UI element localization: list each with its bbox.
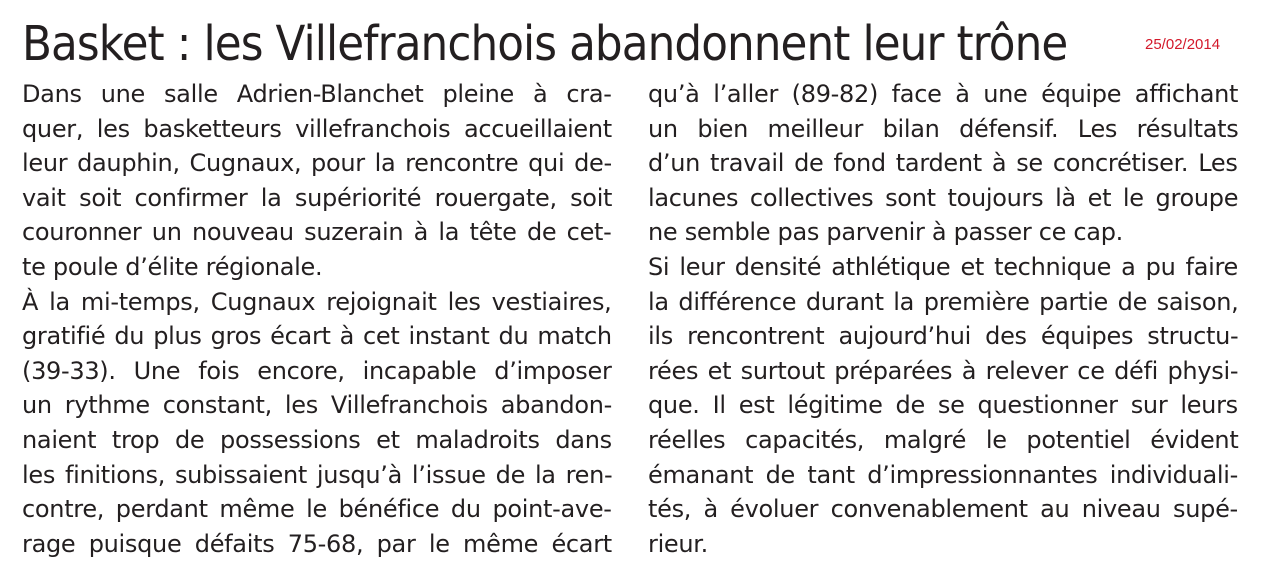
text-line: leur dauphin, Cugnaux, pour la rencontre qui de- xyxy=(22,149,612,178)
text-line: la différence durant la première partie de saison, xyxy=(648,287,1239,316)
text-line: un rythme constant, les Villefranchois abandon- xyxy=(22,391,613,420)
text-line: vait soit confirmer la supériorité rouergate, soit xyxy=(22,183,613,212)
text-line: rage puisque défaits 75-68, par le même écart xyxy=(22,529,612,558)
text-line: rieur. xyxy=(648,529,709,558)
text-line: te poule d’élite régionale. xyxy=(22,252,323,281)
text-line: d’un travail de fond tardent à se concrétiser. Les xyxy=(648,149,1238,178)
article-date: 25/02/2014 xyxy=(1145,36,1221,53)
text-line: contre, perdant même le bénéfice du point-ave- xyxy=(22,495,612,524)
text-line: Dans une salle Adrien-Blanchet pleine à cra- xyxy=(22,80,612,108)
text-line: couronner un nouveau suzerain à la tête de cet- xyxy=(22,218,612,247)
text-line: (39-33). Une fois encore, incapable d’imposer xyxy=(22,356,612,385)
text-line: qu’à l’aller (89-82) face à une équipe affichant xyxy=(648,80,1239,108)
text-line: que. Il est légitime de se questionner sur leurs xyxy=(648,391,1238,420)
article-headline: Basket : les Villefranchois abandonnent leur trône xyxy=(22,16,1068,72)
text-line: lacunes collectives sont toujours là et le groupe xyxy=(648,183,1239,212)
text-line: tés, à évoluer convenablement au niveau supé- xyxy=(648,495,1238,524)
article-column-right xyxy=(648,77,1238,561)
text-line: les finitions, subissaient jusqu’à l’issue de la ren- xyxy=(22,460,613,489)
text-line: Si leur densité athlétique et technique a pu faire xyxy=(648,252,1238,281)
text-line: À la mi-temps, Cugnaux rejoignait les vestiaires, xyxy=(22,287,612,316)
text-line: naient trop de possessions et maladroits dans xyxy=(22,425,612,454)
article-column-left xyxy=(22,77,612,561)
text-line: un bien meilleur bilan défensif. Les résultats xyxy=(648,114,1239,143)
text-line: émanant de tant d’impressionnantes individuali- xyxy=(648,460,1238,489)
text-line: ne semble pas parvenir à passer ce cap. xyxy=(648,218,1123,247)
text-line: réelles capacités, malgré le potentiel évident xyxy=(648,425,1239,454)
text-line: gratifié du plus gros écart à cet instant du match xyxy=(22,322,612,351)
text-line: ils rencontrent aujourd’hui des équipes structu- xyxy=(648,322,1239,351)
text-line: rées et surtout préparées à relever ce défi physi- xyxy=(648,356,1239,385)
text-line: quer, les basketteurs villefranchois accueillaient xyxy=(22,114,612,143)
